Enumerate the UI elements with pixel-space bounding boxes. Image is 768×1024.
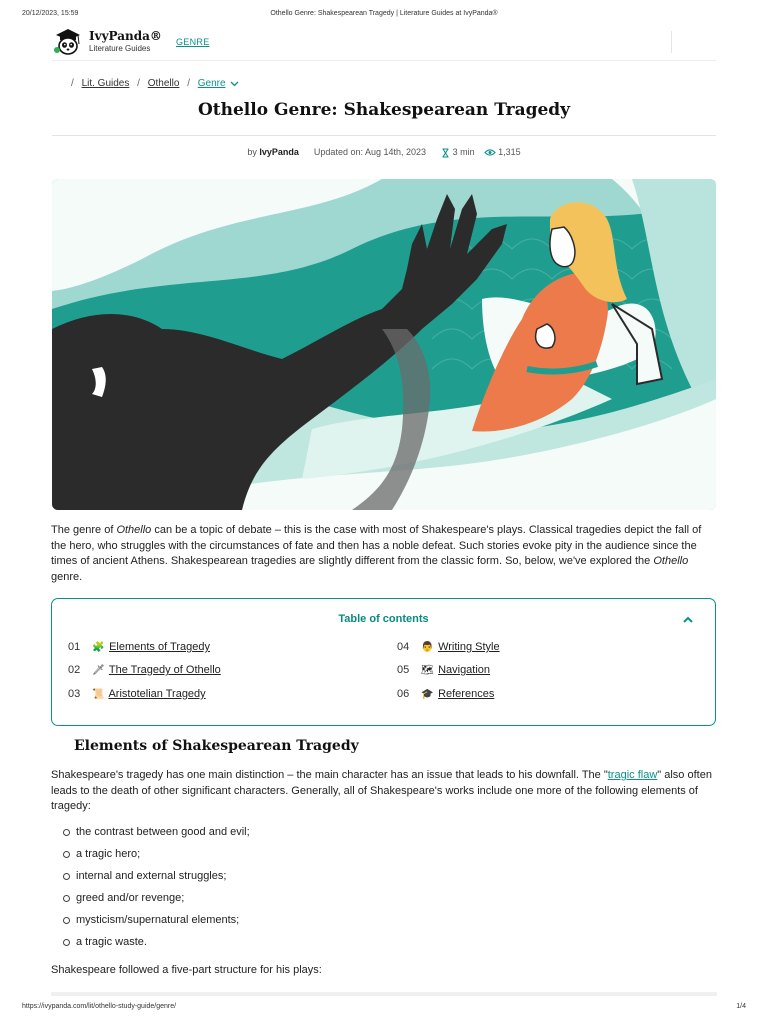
breadcrumb — [66, 78, 239, 89]
breadcrumb-lit-guides[interactable]: Lit. Guides — [81, 78, 130, 89]
toc-item-elements-of-tragedy[interactable]: 01 🧩 Elements of Tragedy — [68, 641, 210, 653]
print-footer — [22, 1003, 746, 1010]
toc-item-writing-style[interactable]: 04 👨 Writing Style — [397, 641, 500, 653]
list-item: a tragic waste. — [51, 934, 250, 956]
breadcrumb-othello[interactable]: Othello — [147, 78, 180, 89]
scroll-icon: 📜 — [92, 689, 105, 700]
print-title: Othello Genre: Shakespearean Tragedy | Literature Guides at IvyPanda® — [270, 10, 498, 17]
article-meta — [0, 147, 768, 158]
read-time: 3 min — [452, 147, 475, 157]
site-logo[interactable] — [52, 28, 162, 56]
toc-item-tragedy-of-othello[interactable]: 02 🗡 The Tragedy of Othello — [68, 664, 221, 676]
panda-logo-icon — [52, 28, 84, 56]
intro-paragraph: The genre of Othello can be a topic of debate – this is the case with most of Shakespeare's plays. Classical tragedies depict the fall of the hero, who struggles with the circumstances of fate and then has a noble defeat. Such stories evoke pity in the audience since the times of ancient Athens. Shakespearean tragedies are slightly different from the classic form. So, below, we've explored the Othello genre. — [51, 524, 702, 583]
eye-icon — [484, 148, 496, 157]
tragic-flaw-link[interactable]: tragic flaw — [607, 769, 658, 781]
logo-name: IvyPanda® — [89, 29, 162, 43]
updated-date: Updated on: Aug 14th, 2023 — [313, 147, 427, 157]
graduation-cap-icon: 🎓 — [421, 689, 434, 700]
by-label: by — [247, 147, 257, 157]
breadcrumb-genre-dropdown[interactable] — [198, 78, 240, 89]
print-page-number: 1/4 — [736, 1003, 746, 1010]
hero-illustration — [52, 179, 716, 510]
list-item: greed and/or revenge; — [51, 890, 250, 912]
print-header — [22, 10, 746, 22]
view-count: 1,315 — [498, 147, 521, 157]
table-of-contents — [51, 598, 716, 726]
chevron-up-icon[interactable] — [681, 613, 695, 627]
map-icon: 🗺 — [421, 665, 434, 676]
toc-item-aristotelian-tragedy[interactable]: 03 📜 Aristotelian Tragedy — [68, 688, 206, 700]
breadcrumb-genre: Genre — [197, 78, 226, 89]
chevron-down-icon — [230, 80, 239, 87]
breadcrumb-separator: / — [137, 78, 140, 89]
next-block-edge — [51, 992, 717, 996]
toc-title[interactable]: Table of contents — [338, 613, 429, 625]
list-item: a tragic hero; — [51, 846, 250, 868]
writer-icon: 👨 — [421, 642, 434, 653]
page-title: Othello Genre: Shakespearean Tragedy — [197, 100, 571, 120]
puzzle-icon: 🧩 — [92, 642, 105, 653]
section-paragraph: Shakespeare's tragedy has one main distinction – the main character has an issue that leads to his downfall. The "tragic flaw" also often leads to the death of other significant characters. Generally, all of Shakespeare's works include one more of the following elements of tragedy: — [51, 769, 712, 812]
tragedy-elements-list — [51, 824, 250, 956]
list-item: the contrast between good and evil; — [51, 824, 250, 846]
othello-desdemona-illustration — [52, 179, 716, 510]
author-link[interactable]: IvyPanda — [259, 147, 299, 157]
structure-paragraph: Shakespeare followed a five-part structure for his plays: — [51, 964, 322, 976]
section-heading-elements: Elements of Shakespearean Tragedy — [74, 738, 359, 754]
site-header — [52, 26, 716, 61]
header-divider — [671, 31, 672, 53]
list-item: mysticism/supernatural elements; — [51, 912, 250, 934]
print-url: https://ivypanda.com/lit/othello-study-guide/genre/ — [22, 1003, 177, 1010]
nav-genre-link[interactable]: GENRE — [176, 37, 210, 47]
toc-item-references[interactable]: 06 🎓 References — [397, 688, 495, 700]
print-datetime: 20/12/2023, 15:59 — [22, 10, 79, 17]
hourglass-icon — [441, 148, 450, 158]
list-item: internal and external struggles; — [51, 868, 250, 890]
title-divider — [52, 135, 716, 136]
breadcrumb-separator: / — [71, 78, 74, 89]
dagger-icon: 🗡 — [92, 665, 105, 676]
breadcrumb-separator: / — [187, 78, 190, 89]
toc-item-navigation[interactable]: 05 🗺 Navigation — [397, 664, 491, 676]
logo-subtitle: Literature Guides — [89, 44, 151, 53]
